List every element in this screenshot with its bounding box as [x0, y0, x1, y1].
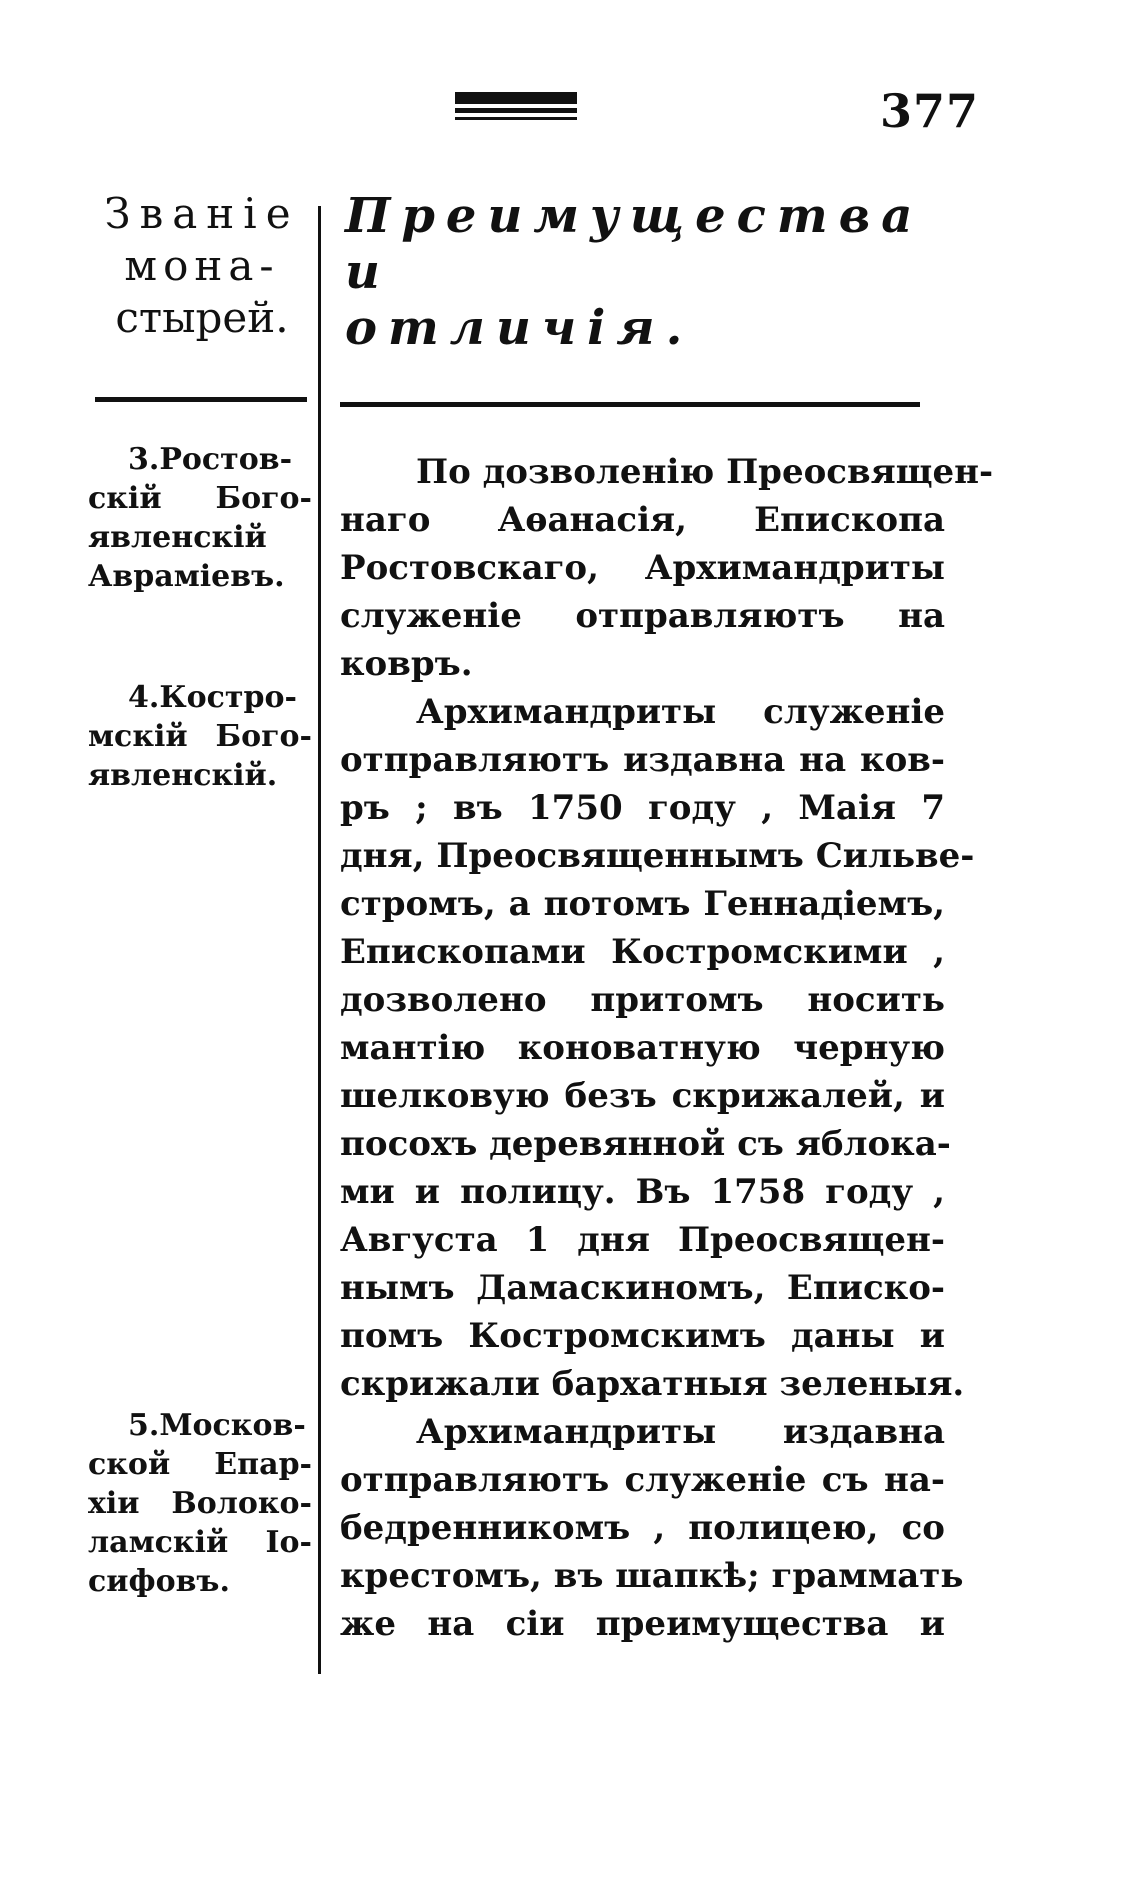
monastery-entry — [88, 678, 312, 795]
text-line: дня, Преосвященнымъ Сильве- — [340, 836, 975, 876]
text-line: По дозволенію Преосвящен- — [416, 452, 994, 492]
entry-line: ламскій Іо- — [88, 1525, 312, 1560]
text-line: Ростовскаго, Архимандриты — [340, 548, 945, 588]
left-heading-rule — [95, 397, 307, 402]
text-line: наго Аѳанасія, Епископа — [340, 500, 945, 540]
entry-line: ской Епар- — [88, 1447, 312, 1482]
text-line: скрижали бархатныя зеленыя. — [340, 1364, 965, 1404]
text-line: крестомъ, въ шапкѣ; граммать — [340, 1556, 964, 1596]
text-line: бедренникомъ , полицею, со — [340, 1508, 945, 1548]
text-line: служеніе отправляютъ на — [340, 596, 945, 636]
ornament-bar — [455, 92, 577, 104]
privileges-text — [340, 448, 994, 1648]
ornament-bar — [455, 117, 577, 120]
text-line: Архимандриты служеніе — [416, 692, 945, 732]
text-line: Епископами Костромскими , — [340, 932, 945, 972]
monastery-entry — [88, 1406, 312, 1601]
text-line: ръ ; въ 1750 году , Маія 7 — [340, 788, 945, 828]
text-line: Архимандриты издавна — [416, 1412, 945, 1452]
text-line: дозволено притомъ носить — [340, 980, 945, 1020]
text-line: шелковую безъ скрижалей, и — [340, 1076, 945, 1116]
heading-line: Преимущества и — [345, 188, 924, 300]
entry-line: сифовъ. — [88, 1564, 230, 1599]
right-heading-rule — [340, 402, 920, 407]
left-column-heading — [92, 188, 312, 344]
entry-line: 5.Москов- — [128, 1408, 306, 1443]
heading-line: стырей. — [115, 293, 289, 342]
text-line: мантію коноватную черную — [340, 1028, 945, 1068]
entry-line: хіи Волоко- — [88, 1486, 312, 1521]
entry-line: 3.Ростов- — [128, 442, 293, 477]
heading-line: отличія. — [345, 300, 694, 356]
text-line: отправляютъ служеніе съ на- — [340, 1460, 945, 1500]
text-line: ковръ. — [340, 644, 473, 684]
text-line: же на сіи преимущества и — [340, 1604, 945, 1644]
text-line: стромъ, а потомъ Геннадіемъ, — [340, 884, 945, 924]
right-column-heading — [345, 188, 965, 356]
entry-line: мскій Бого- — [88, 719, 312, 754]
monastery-entry — [88, 440, 312, 596]
ornament-bar — [455, 108, 577, 113]
entry-line: Авраміевъ. — [88, 559, 285, 594]
text-line: посохъ деревянной съ яблока- — [340, 1124, 951, 1164]
text-line: помъ Костромскимъ даны и — [340, 1316, 945, 1356]
header-ornament — [455, 92, 577, 120]
entry-line: явленскій — [88, 520, 267, 555]
text-line: ми и полицу. Въ 1758 году , — [340, 1172, 945, 1212]
text-line: нымъ Дамаскиномъ, Еписко- — [340, 1268, 945, 1308]
column-divider — [318, 206, 321, 1674]
entry-line: скій Бого- — [88, 481, 312, 516]
entry-line: 4.Костро- — [128, 680, 297, 715]
text-line: Августа 1 дня Преосвящен- — [340, 1220, 945, 1260]
page-number: 377 — [880, 84, 980, 138]
entry-line: явленскій. — [88, 758, 278, 793]
heading-line: мона- — [124, 241, 280, 290]
heading-line: Званіе — [104, 189, 300, 238]
text-line: отправляютъ издавна на ков- — [340, 740, 945, 780]
